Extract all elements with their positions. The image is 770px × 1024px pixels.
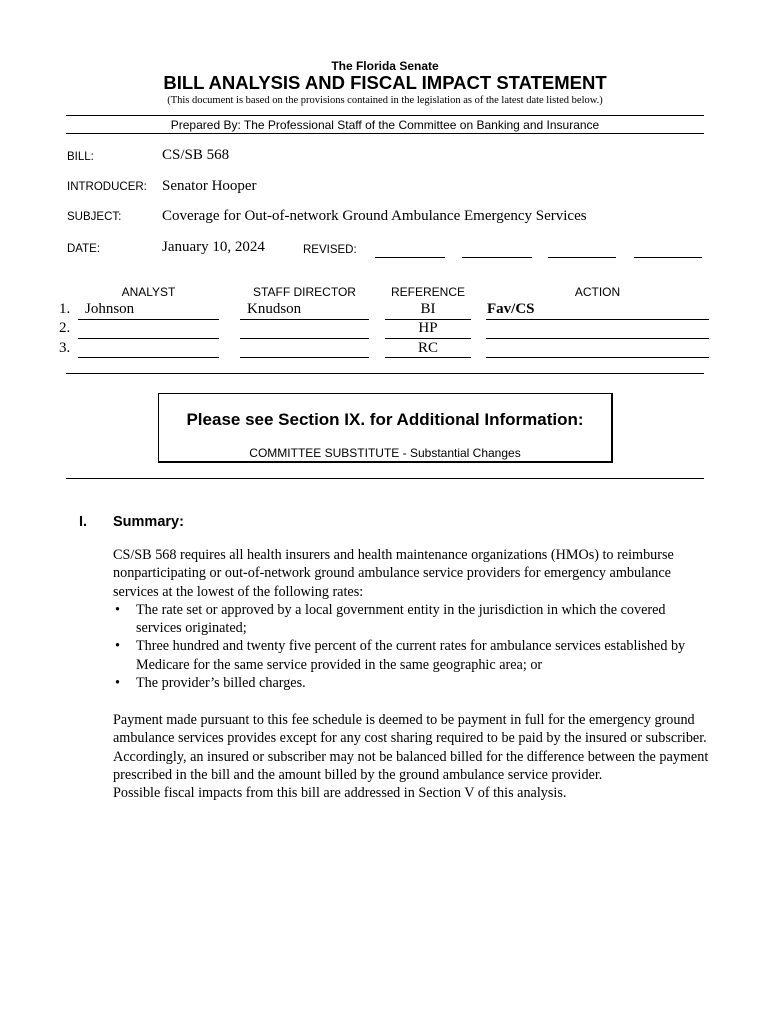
subject-label: SUBJECT: — [67, 211, 122, 223]
summary-body — [113, 546, 713, 692]
reference-line — [385, 357, 471, 358]
divider — [66, 478, 704, 479]
bullet-icon: • — [115, 675, 120, 692]
bullet-icon: • — [115, 601, 120, 618]
summary-body-2 — [113, 711, 713, 802]
date-label: DATE: — [67, 243, 101, 255]
bill-value: CS/SB 568 — [162, 147, 230, 163]
revised-blank — [462, 257, 532, 258]
analyst-line — [78, 357, 219, 358]
analyst-header: ANALYST — [121, 285, 176, 299]
row-number: 3. — [59, 340, 71, 356]
payment-paragraph: Payment made pursuant to this fee schedule is deemed to be payment in full for the emergency ground ambulance services provides except for any cost sharing required to be paid by the insured or subscriber. Accordingly, an insured or subscriber may not be balanced billed for the difference between the payment prescribed in the bill and the amount billed by the ground ambulance service provider. — [113, 712, 709, 783]
action-line — [486, 319, 709, 320]
staff-director-name: Knudson — [247, 301, 302, 317]
reference-code: HP — [418, 320, 438, 336]
section-title: Summary: — [113, 514, 184, 530]
notice-box — [158, 393, 613, 463]
reference-header: REFERENCE — [390, 285, 465, 299]
director-line — [240, 357, 369, 358]
director-line — [240, 338, 369, 339]
bullet-icon: • — [115, 638, 120, 655]
list-item: • The rate set or approved by a local government entity in the jurisdiction in which the covered services originated; — [115, 601, 666, 637]
reference-line — [385, 338, 471, 339]
list-item: • The provider’s billed charges. — [115, 675, 306, 692]
subject-value: Coverage for Out-of-network Ground Ambulance Emergency Services — [162, 208, 587, 224]
analyst-line — [78, 319, 219, 320]
action-line — [486, 357, 709, 358]
notice-subtitle: COMMITTEE SUBSTITUTE - Substantial Changes — [249, 446, 521, 460]
row-number: 2. — [59, 320, 71, 336]
revised-blank — [375, 257, 445, 258]
introducer-label: INTRODUCER: — [67, 181, 147, 193]
summary-intro: CS/SB 568 requires all health insurers and health maintenance organizations (HMOs) to reimburse nonparticipating or out-of-network ground ambulance service providers for emergency ambulance services at the lowest of the following rates: — [113, 547, 674, 600]
document-note: (This document is based on the provisions contained in the legislation as of the latest date listed below.) — [167, 95, 603, 106]
divider — [66, 373, 704, 374]
director-line — [240, 319, 369, 320]
staff-director-header: STAFF DIRECTOR — [253, 285, 356, 299]
introducer-value: Senator Hooper — [162, 178, 257, 194]
analyst-line — [78, 338, 219, 339]
reference-code: BI — [420, 301, 436, 317]
date-value: January 10, 2024 — [162, 239, 265, 255]
section-number: I. — [79, 514, 88, 530]
reference-code: RC — [417, 340, 438, 356]
document-title: BILL ANALYSIS AND FISCAL IMPACT STATEMENT — [163, 72, 607, 93]
fiscal-paragraph: Possible fiscal impacts from this bill are addressed in Section V of this analysis. — [113, 785, 567, 802]
action-line — [486, 338, 709, 339]
divider — [66, 115, 704, 116]
revised-blank — [634, 257, 702, 258]
prepared-by: Prepared By: The Professional Staff of the Committee on Banking and Insurance — [170, 118, 600, 132]
list-item: • Three hundred and twenty five percent of the current rates for ambulance services established by Medicare for the same service provided in the same geographic area; or — [115, 638, 686, 673]
revised-blank — [548, 257, 616, 258]
rate-list — [113, 601, 713, 692]
analyst-name: Johnson — [85, 301, 135, 317]
action-value: Fav/CS — [487, 301, 535, 317]
bill-label: BILL: — [67, 151, 94, 163]
senate-name: The Florida Senate — [331, 59, 439, 73]
revised-label: REVISED: — [303, 244, 357, 256]
row-number: 1. — [59, 301, 71, 317]
action-header: ACTION — [574, 285, 621, 299]
notice-title: Please see Section IX. for Additional Information: — [186, 410, 584, 429]
divider — [66, 133, 704, 134]
